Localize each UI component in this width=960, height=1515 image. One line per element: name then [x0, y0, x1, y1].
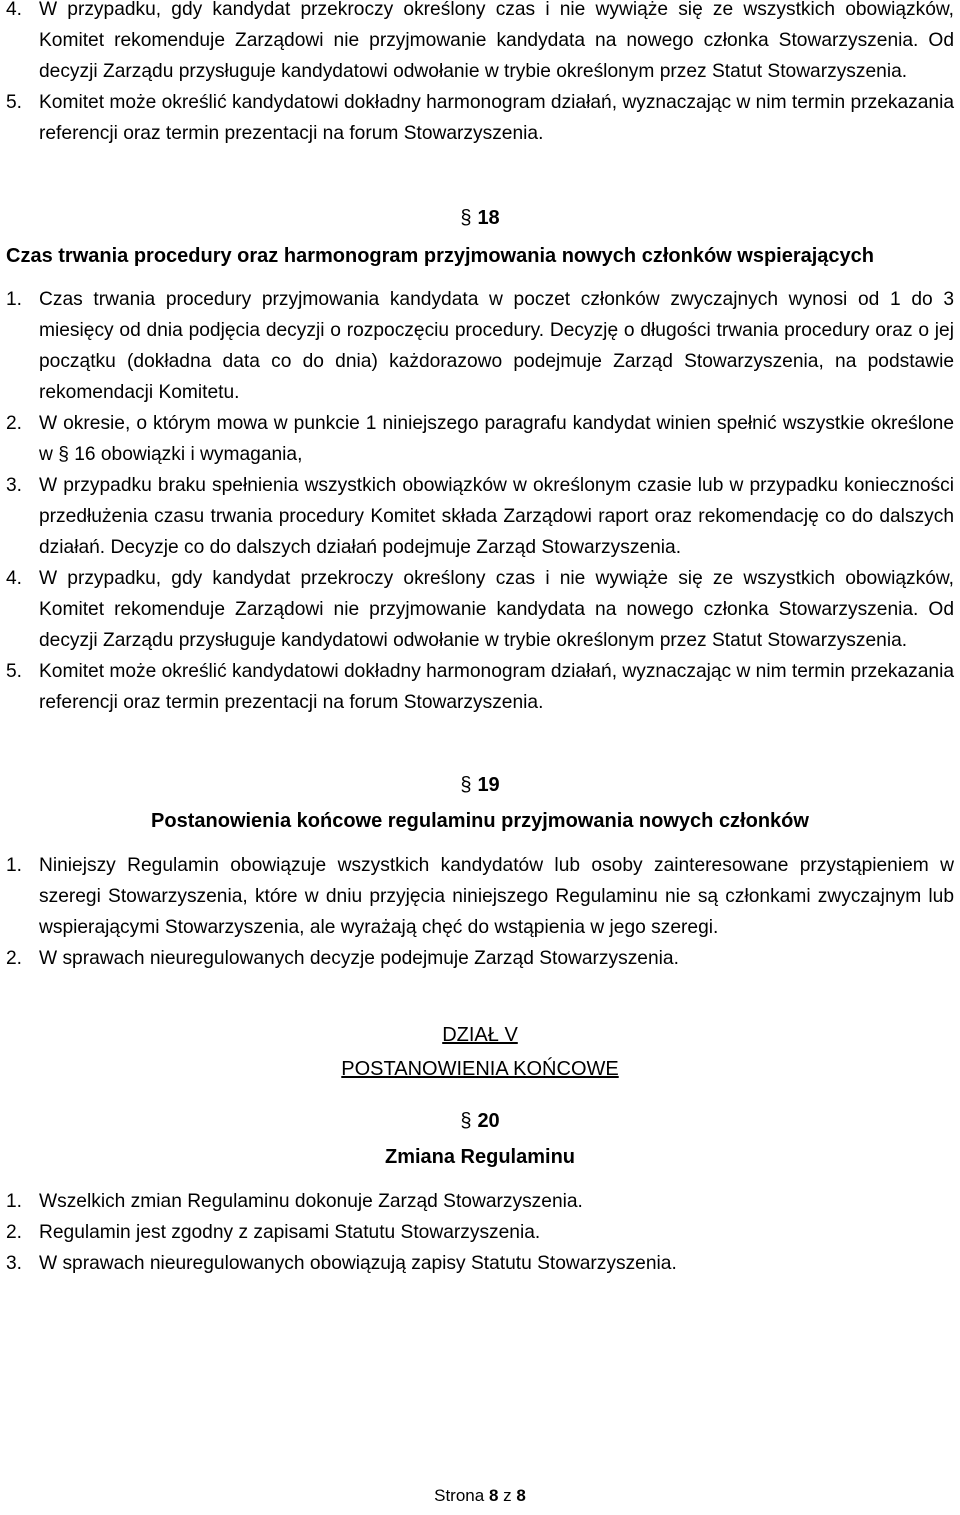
list-item — [6, 1217, 954, 1248]
list-item-text: Wszelkich zmian Regulaminu dokonuje Zarząd Stowarzyszenia. — [39, 1191, 583, 1212]
footer-prefix: Strona — [434, 1486, 485, 1505]
section-sign: § — [460, 774, 472, 796]
list-item-number: 3. — [6, 1253, 23, 1274]
footer-separator: z — [503, 1486, 512, 1505]
division-title: POSTANOWIENIA KOŃCOWE — [341, 1058, 619, 1080]
section-sign: § — [460, 1110, 472, 1132]
list-item-number: 5. — [6, 661, 23, 682]
list-item-number: 2. — [6, 948, 23, 969]
page-footer — [0, 1484, 960, 1508]
list-item-text: W sprawach nieuregulowanych obowiązują zapisy Statutu Stowarzyszenia. — [39, 1253, 677, 1274]
section-19-mark — [6, 770, 954, 800]
section-18-list — [6, 284, 954, 718]
list-item — [6, 0, 954, 87]
section-number: 20 — [477, 1110, 500, 1132]
section-18-mark — [6, 203, 954, 233]
list-item — [6, 284, 954, 408]
list-item-text: W przypadku, gdy kandydat przekroczy określony czas i nie wywiąże się ze wszystkich obowiązków, Komitet rekomenduje Zarządowi nie przyjmowanie kandydata na nowego członka Stowarzyszenia. Od decyzji Zarządu przysługuje kandydatowi odwołanie w trybie określonym przez Statut Stowarzyszenia. — [39, 568, 954, 651]
list-item — [6, 470, 954, 563]
list-item-text: W okresie, o którym mowa w punkcie 1 niniejszego paragrafu kandydat winien spełnić wszystkie określone w § 16 obowiązki i wymagania, — [39, 413, 954, 465]
section-number: 18 — [477, 207, 500, 229]
division-label: DZIAŁ V — [442, 1024, 518, 1046]
list-item — [6, 87, 954, 149]
list-item — [6, 563, 954, 656]
list-item-number: 4. — [6, 568, 23, 589]
list-item-text: Komitet może określić kandydatowi dokładny harmonogram działań, wyznaczając w nim termin przekazania referencji oraz termin prezentacji na forum Stowarzyszenia. — [39, 661, 955, 713]
list-item-text: Niniejszy Regulamin obowiązuje wszystkich kandydatów lub osoby zainteresowane przystąpieniem w szeregi Stowarzyszenia, które w dniu przyjęcia niniejszego Regulaminu nie są członkami zwyczajnym lub wspierającymi Stowarzyszenia, ale wyrażają chęć do wstąpienia w jego szeregi. — [39, 855, 954, 938]
section-19-title: Postanowienia końcowe regulaminu przyjmowania nowych członków — [151, 810, 809, 832]
list-item — [6, 1186, 954, 1217]
list-item-number: 3. — [6, 475, 23, 496]
list-item-text: W przypadku braku spełnienia wszystkich obowiązków w określonym czasie lub w przypadku konieczności przedłużenia czasu trwania procedury Komitet składa Zarządowi raport oraz rekomendację co do dalszych działań. Decyzje co do dalszych działań podejmuje Zarząd Stowarzyszenia. — [39, 475, 954, 558]
list-item-text: W sprawach nieuregulowanych decyzje podejmuje Zarząd Stowarzyszenia. — [39, 948, 679, 969]
list-item-number: 1. — [6, 855, 23, 876]
section-18-title: Czas trwania procedury oraz harmonogram przyjmowania nowych członków wspierających — [6, 245, 875, 267]
list-item-number: 5. — [6, 92, 23, 113]
footer-current-page: 8 — [488, 1486, 499, 1505]
section-sign: § — [460, 207, 472, 229]
list-item-number: 1. — [6, 289, 23, 310]
section-20-title: Zmiana Regulaminu — [384, 1146, 576, 1168]
top-list — [6, 0, 954, 149]
section-20-mark — [6, 1106, 954, 1136]
list-item-number: 2. — [6, 1222, 23, 1243]
list-item-text: Regulamin jest zgodny z zapisami Statutu Stowarzyszenia. — [39, 1222, 541, 1243]
list-item-number: 1. — [6, 1191, 23, 1212]
list-item-number: 2. — [6, 413, 23, 434]
section-20-list — [6, 1186, 954, 1279]
list-item — [6, 408, 954, 470]
footer-total-pages: 8 — [516, 1486, 526, 1505]
list-item-text: W przypadku, gdy kandydat przekroczy określony czas i nie wywiąże się ze wszystkich obowiązków, Komitet rekomenduje Zarządowi nie przyjmowanie kandydata na nowego członka Stowarzyszenia. Od decyzji Zarządu przysługuje kandydatowi odwołanie w trybie określonym przez Statut Stowarzyszenia. — [39, 0, 954, 82]
list-item — [6, 850, 954, 943]
list-item — [6, 656, 954, 718]
list-item-number: 4. — [6, 0, 23, 20]
section-19-list — [6, 850, 954, 974]
section-number: 19 — [477, 774, 500, 796]
list-item — [6, 1248, 954, 1279]
list-item-text: Komitet może określić kandydatowi dokładny harmonogram działań, wyznaczając w nim termin przekazania referencji oraz termin prezentacji na forum Stowarzyszenia. — [39, 92, 955, 144]
list-item-text: Czas trwania procedury przyjmowania kandydata w poczet członków zwyczajnych wynosi od 1 do 3 miesięcy od dnia podjęcia decyzji o rozpoczęciu procedury. Decyzję o długości trwania procedury oraz o jej początku (dokładna data co do dnia) każdorazowo podejmuje Zarząd Stowarzyszenia, na podstawie rekomendacji Komitetu. — [39, 289, 954, 403]
list-item — [6, 943, 954, 974]
